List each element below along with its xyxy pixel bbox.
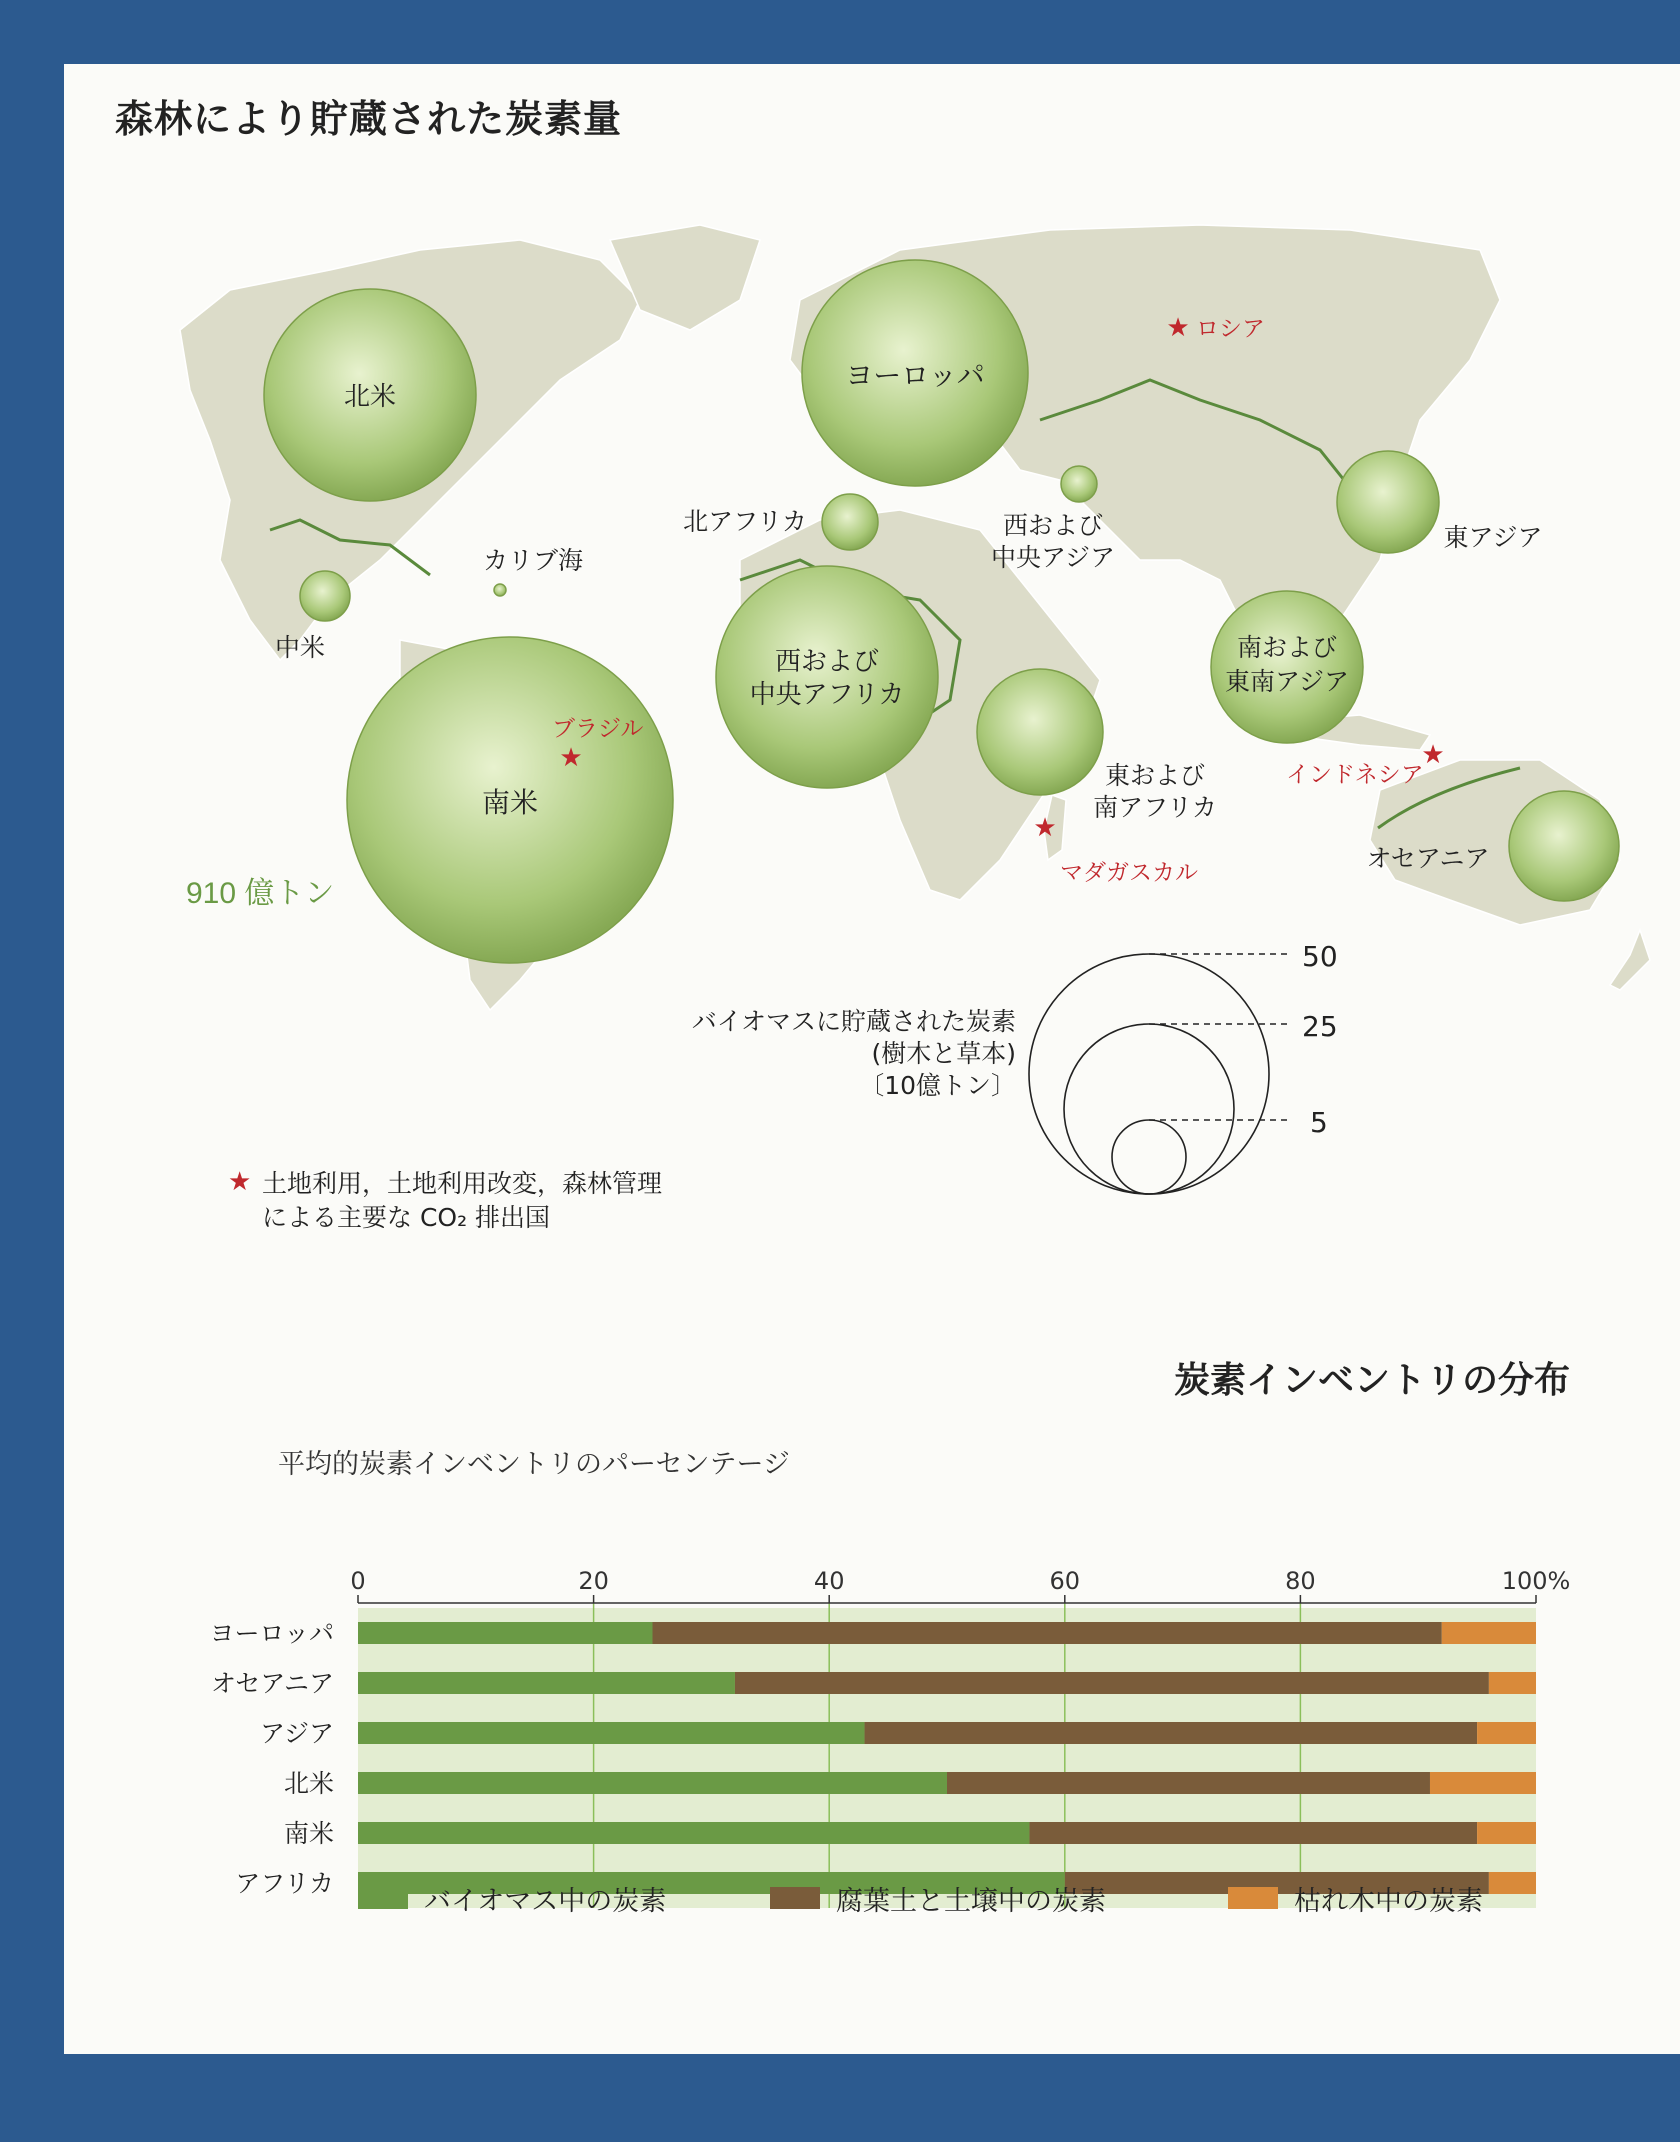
x-tick-label-100: 100% [1501, 1567, 1571, 1595]
star-note-icon: ★ [228, 1167, 252, 1197]
bar-segment-2-0 [358, 1722, 865, 1744]
emitter-label-0: ロシア [1196, 316, 1265, 342]
region-3-label-0: 西および [1002, 511, 1104, 540]
bar-segment-3-2 [1430, 1772, 1536, 1794]
x-tick-label-20: 20 [578, 1567, 609, 1595]
x-tick-label-40: 40 [813, 1567, 845, 1595]
size-legend-title-3: 〔10億トン〕 [859, 1071, 1016, 1100]
emitter-star-1: ★ [559, 743, 583, 773]
category-label-2: アジア [259, 1719, 334, 1748]
region-5-label-0: カリブ海 [482, 546, 584, 575]
legend-swatch-biomass [358, 1887, 408, 1909]
region-3-label-1: 中央アジア [990, 543, 1116, 572]
bar-segment-0-1 [653, 1622, 1442, 1644]
bar-segment-0-0 [358, 1622, 653, 1644]
legend-item-biomass [358, 1880, 666, 1916]
legend-swatch-soil [770, 1887, 820, 1909]
region-8-label-0: 西および [774, 647, 880, 677]
size-legend-title-1: バイオマスに貯蔵された炭素 [691, 1007, 1016, 1036]
emitter-label-1: ブラジル [552, 716, 644, 742]
category-label-4: 南米 [283, 1819, 334, 1848]
category-label-1: オセアニア [210, 1669, 334, 1698]
emitter-star-3: ★ [1421, 740, 1445, 770]
bar-segment-4-2 [1477, 1822, 1536, 1844]
emitter-label-2: マダガスカル [1060, 860, 1198, 886]
bar-segment-2-1 [865, 1722, 1478, 1744]
region-9-label-0: 東および [1104, 761, 1206, 790]
category-label-0: ヨーロッパ [209, 1619, 334, 1648]
legend-label-biomass: バイオマス中の炭素 [424, 1885, 667, 1917]
legend-item-soil [770, 1880, 1106, 1916]
region-7-label-0: 南米 [481, 786, 539, 819]
size-legend-value-25: 25 [1302, 1010, 1338, 1043]
bar-layer [209, 1567, 1570, 1908]
region-1-label-0: ヨーロッパ [845, 359, 985, 392]
bar-segment-0-2 [1442, 1622, 1536, 1644]
region-10-label-0: 南および [1236, 633, 1338, 662]
legend-label-deadwood: 枯れ木中の炭素 [1294, 1885, 1483, 1917]
region-2-label-0: 東アジア [1443, 523, 1543, 552]
legend-label-soil: 腐葉土と土壌中の炭素 [836, 1885, 1106, 1917]
size-legend-title-2: (樹木と草本) [871, 1039, 1016, 1068]
x-tick-label-0: 0 [350, 1567, 366, 1595]
region-6-label-0: 中米 [274, 633, 326, 662]
highlight-value: 910 億トン [186, 877, 335, 910]
region-10-label-1: 東南アジア [1224, 667, 1350, 696]
bar-segment-4-1 [1029, 1822, 1477, 1844]
bar-segment-1-2 [1489, 1672, 1536, 1694]
bar-segment-5-2 [1489, 1872, 1536, 1894]
map-title: 森林により貯蔵された炭素量 [115, 97, 623, 141]
plot-background [358, 1608, 1536, 1908]
category-label-3: 北米 [283, 1769, 334, 1798]
region-8-label-1: 中央アフリカ [749, 680, 905, 710]
emitter-label-3: インドネシア [1286, 762, 1424, 788]
category-label-5: アフリカ [235, 1869, 334, 1898]
region-11-label-0: オセアニア [1366, 844, 1490, 873]
size-legend-value-50: 50 [1302, 940, 1338, 973]
bar-segment-3-1 [947, 1772, 1430, 1794]
region-9-label-1: 南アフリカ [1093, 793, 1217, 822]
bar-segment-1-0 [358, 1672, 735, 1694]
legend-item-deadwood [1228, 1880, 1483, 1916]
emitter-star-0: ★ [1166, 313, 1190, 343]
region-4-label-0: 北アフリカ [683, 507, 807, 536]
bar-segment-2-2 [1477, 1722, 1536, 1744]
x-tick-label-60: 60 [1049, 1567, 1081, 1595]
chart-x-axis-label: 平均的炭素インベントリのパーセンテージ [278, 1449, 790, 1480]
bar-segment-1-1 [735, 1672, 1489, 1694]
star-note-line-2: による主要な CO₂ 排出国 [262, 1203, 551, 1232]
x-tick-label-80: 80 [1285, 1567, 1316, 1595]
chart-title: 炭素インベントリの分布 [1173, 1360, 1570, 1401]
size-legend-value-5: 5 [1310, 1106, 1328, 1139]
legend-swatch-deadwood [1228, 1887, 1278, 1909]
region-0-label-0: 北米 [343, 382, 397, 412]
star-note-line-1: 土地利用，土地利用改変，森林管理 [262, 1169, 663, 1198]
bar-segment-4-0 [358, 1822, 1029, 1844]
bar-segment-3-0 [358, 1772, 947, 1794]
emitter-star-2: ★ [1033, 813, 1057, 843]
